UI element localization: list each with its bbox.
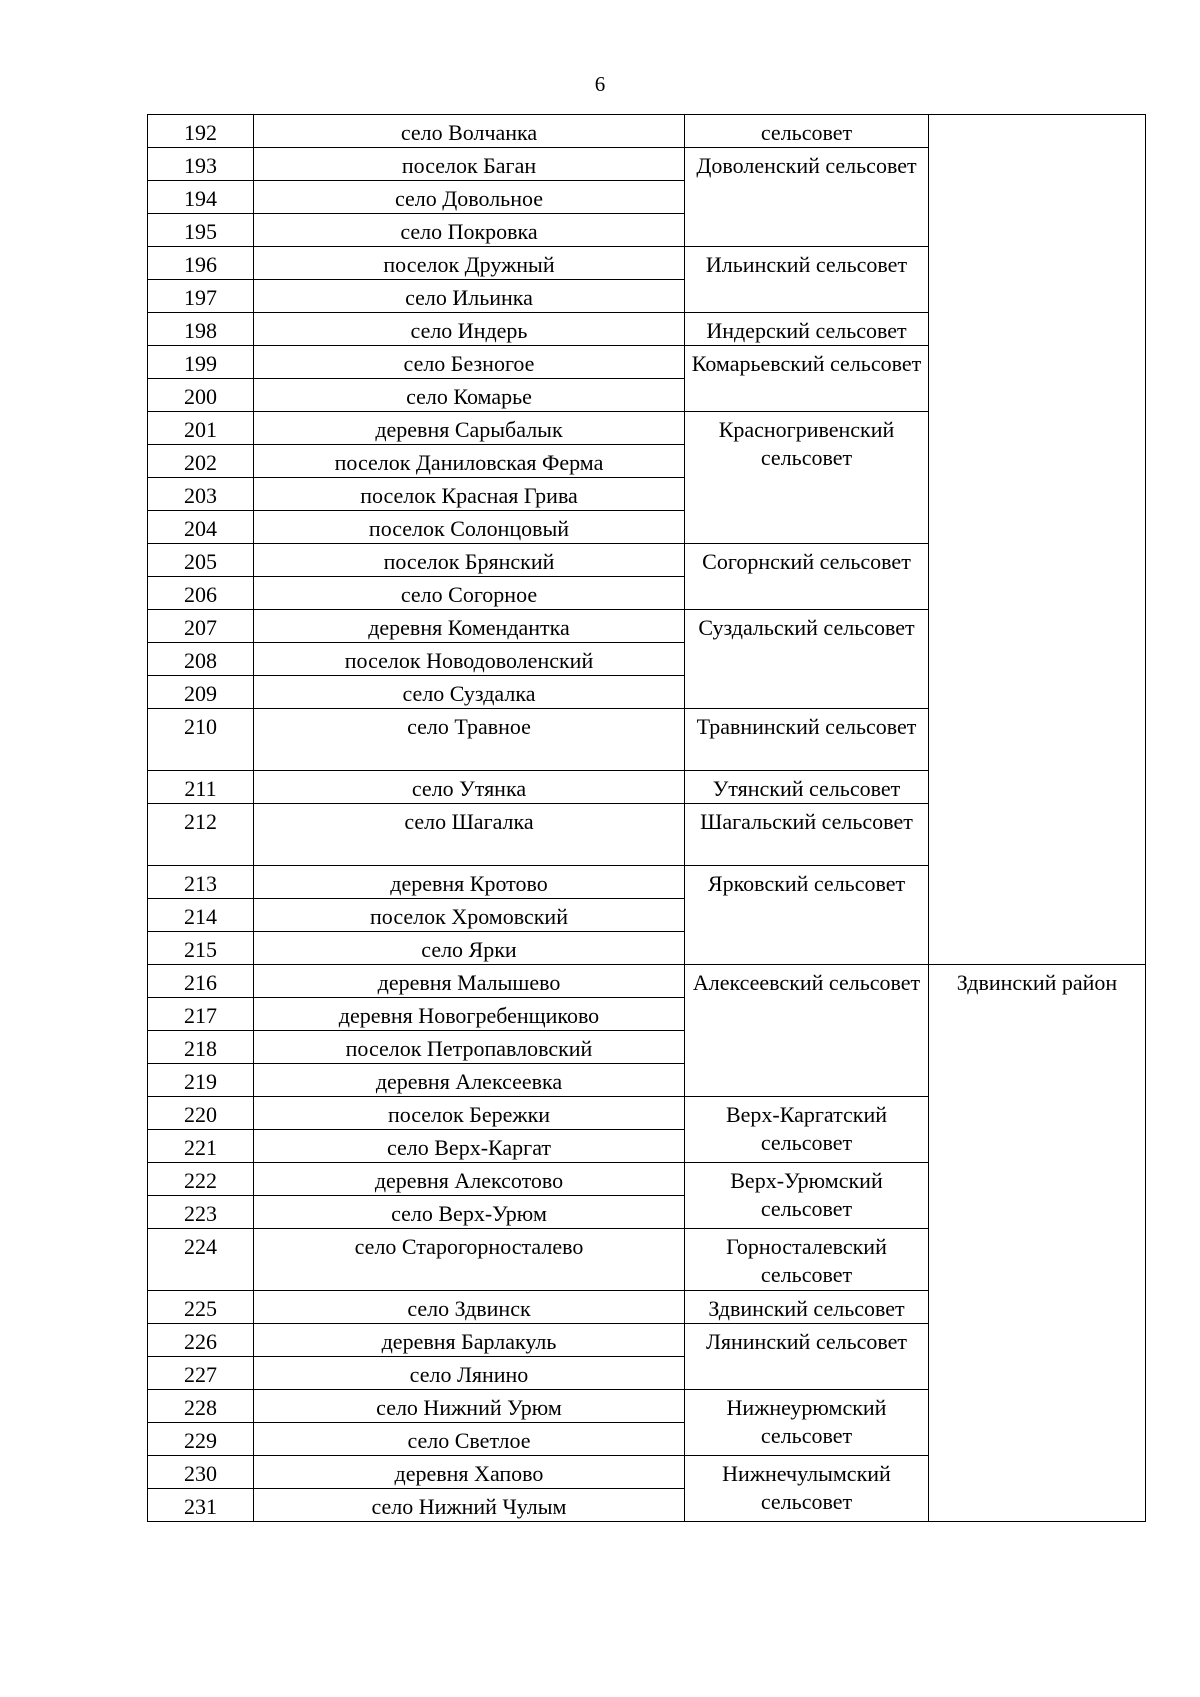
settlement-name: деревня Кротово bbox=[254, 866, 685, 899]
row-number: 213 bbox=[148, 866, 254, 899]
row-number: 221 bbox=[148, 1130, 254, 1163]
row-number: 208 bbox=[148, 643, 254, 676]
council-cell: Ярковский сельсовет bbox=[685, 866, 929, 965]
row-number: 199 bbox=[148, 346, 254, 379]
row-number: 227 bbox=[148, 1357, 254, 1390]
settlement-name: деревня Новогребенщиково bbox=[254, 998, 685, 1031]
row-number: 202 bbox=[148, 445, 254, 478]
council-cell: Красногривенский сельсовет bbox=[685, 412, 929, 544]
row-number: 203 bbox=[148, 478, 254, 511]
row-number: 223 bbox=[148, 1196, 254, 1229]
settlement-name: поселок Брянский bbox=[254, 544, 685, 577]
settlement-name: село Травное bbox=[254, 709, 685, 771]
council-cell: Травнинский сельсовет bbox=[685, 709, 929, 771]
settlement-name: село Комарье bbox=[254, 379, 685, 412]
row-number: 209 bbox=[148, 676, 254, 709]
page-number: 6 bbox=[594, 72, 606, 96]
row-number: 226 bbox=[148, 1324, 254, 1357]
row-number: 211 bbox=[148, 771, 254, 804]
row-number: 231 bbox=[148, 1489, 254, 1522]
council-cell: Верх-Каргатский сельсовет bbox=[685, 1097, 929, 1163]
council-cell: Доволенский сельсовет bbox=[685, 148, 929, 247]
row-number: 220 bbox=[148, 1097, 254, 1130]
settlement-name: деревня Малышево bbox=[254, 965, 685, 998]
settlement-name: деревня Комендантка bbox=[254, 610, 685, 643]
settlement-name: поселок Хромовский bbox=[254, 899, 685, 932]
council-cell: Суздальский сельсовет bbox=[685, 610, 929, 709]
council-cell: Утянский сельсовет bbox=[685, 771, 929, 804]
settlement-name: село Нижний Чулым bbox=[254, 1489, 685, 1522]
district-cell: Здвинский район bbox=[929, 965, 1146, 1522]
row-number: 196 bbox=[148, 247, 254, 280]
row-number: 214 bbox=[148, 899, 254, 932]
settlement-name: поселок Бережки bbox=[254, 1097, 685, 1130]
settlement-name: село Лянино bbox=[254, 1357, 685, 1390]
settlement-name: деревня Сарыбалык bbox=[254, 412, 685, 445]
council-cell: Алексеевский сельсовет bbox=[685, 965, 929, 1097]
settlement-name: деревня Барлакуль bbox=[254, 1324, 685, 1357]
row-number: 205 bbox=[148, 544, 254, 577]
settlement-name: село Довольное bbox=[254, 181, 685, 214]
row-number: 197 bbox=[148, 280, 254, 313]
council-cell: Лянинский сельсовет bbox=[685, 1324, 929, 1390]
row-number: 218 bbox=[148, 1031, 254, 1064]
table-row bbox=[148, 115, 1146, 148]
settlement-name: село Утянка bbox=[254, 771, 685, 804]
settlement-name: поселок Солонцовый bbox=[254, 511, 685, 544]
council-cell: Здвинский сельсовет bbox=[685, 1291, 929, 1324]
row-number: 215 bbox=[148, 932, 254, 965]
row-number: 192 bbox=[148, 115, 254, 148]
settlement-name: село Верх-Урюм bbox=[254, 1196, 685, 1229]
settlement-name: село Здвинск bbox=[254, 1291, 685, 1324]
row-number: 212 bbox=[148, 804, 254, 866]
row-number: 207 bbox=[148, 610, 254, 643]
settlement-name: село Верх-Каргат bbox=[254, 1130, 685, 1163]
settlement-name: деревня Хапово bbox=[254, 1456, 685, 1489]
row-number: 216 bbox=[148, 965, 254, 998]
row-number: 222 bbox=[148, 1163, 254, 1196]
district-cell bbox=[929, 115, 1146, 965]
settlement-name: село Светлое bbox=[254, 1423, 685, 1456]
row-number: 230 bbox=[148, 1456, 254, 1489]
settlement-name: поселок Петропавловский bbox=[254, 1031, 685, 1064]
row-number: 219 bbox=[148, 1064, 254, 1097]
row-number: 204 bbox=[148, 511, 254, 544]
settlement-name: поселок Красная Грива bbox=[254, 478, 685, 511]
council-cell: Согорнский сельсовет bbox=[685, 544, 929, 610]
row-number: 193 bbox=[148, 148, 254, 181]
settlement-name: деревня Алексеевка bbox=[254, 1064, 685, 1097]
settlement-name: село Ильинка bbox=[254, 280, 685, 313]
row-number: 201 bbox=[148, 412, 254, 445]
council-cell: сельсовет bbox=[685, 115, 929, 148]
council-cell: Шагальский сельсовет bbox=[685, 804, 929, 866]
settlement-name: село Ярки bbox=[254, 932, 685, 965]
settlement-name: село Шагалка bbox=[254, 804, 685, 866]
settlement-name: село Покровка bbox=[254, 214, 685, 247]
council-cell: Ильинский сельсовет bbox=[685, 247, 929, 313]
council-cell: Горносталевский сельсовет bbox=[685, 1229, 929, 1291]
council-cell: Комарьевский сельсовет bbox=[685, 346, 929, 412]
settlements-table bbox=[147, 114, 1146, 1522]
row-number: 195 bbox=[148, 214, 254, 247]
settlement-name: поселок Баган bbox=[254, 148, 685, 181]
settlement-name: село Согорное bbox=[254, 577, 685, 610]
settlement-name: село Безногое bbox=[254, 346, 685, 379]
row-number: 224 bbox=[148, 1229, 254, 1291]
settlement-name: поселок Новодоволенский bbox=[254, 643, 685, 676]
row-number: 200 bbox=[148, 379, 254, 412]
settlement-name: поселок Дружный bbox=[254, 247, 685, 280]
row-number: 206 bbox=[148, 577, 254, 610]
settlement-name: деревня Алексотово bbox=[254, 1163, 685, 1196]
row-number: 228 bbox=[148, 1390, 254, 1423]
council-cell: Нижнеурюмский сельсовет bbox=[685, 1390, 929, 1456]
row-number: 217 bbox=[148, 998, 254, 1031]
council-cell: Верх-Урюмский сельсовет bbox=[685, 1163, 929, 1229]
row-number: 210 bbox=[148, 709, 254, 771]
council-cell: Индерский сельсовет bbox=[685, 313, 929, 346]
settlement-name: село Нижний Урюм bbox=[254, 1390, 685, 1423]
settlement-name: село Суздалка bbox=[254, 676, 685, 709]
settlement-name: село Волчанка bbox=[254, 115, 685, 148]
settlement-name: село Старогорносталево bbox=[254, 1229, 685, 1291]
council-cell: Нижнечулымский сельсовет bbox=[685, 1456, 929, 1522]
settlement-name: село Индерь bbox=[254, 313, 685, 346]
row-number: 229 bbox=[148, 1423, 254, 1456]
table-row bbox=[148, 965, 1146, 998]
row-number: 225 bbox=[148, 1291, 254, 1324]
settlement-name: поселок Даниловская Ферма bbox=[254, 445, 685, 478]
row-number: 198 bbox=[148, 313, 254, 346]
row-number: 194 bbox=[148, 181, 254, 214]
